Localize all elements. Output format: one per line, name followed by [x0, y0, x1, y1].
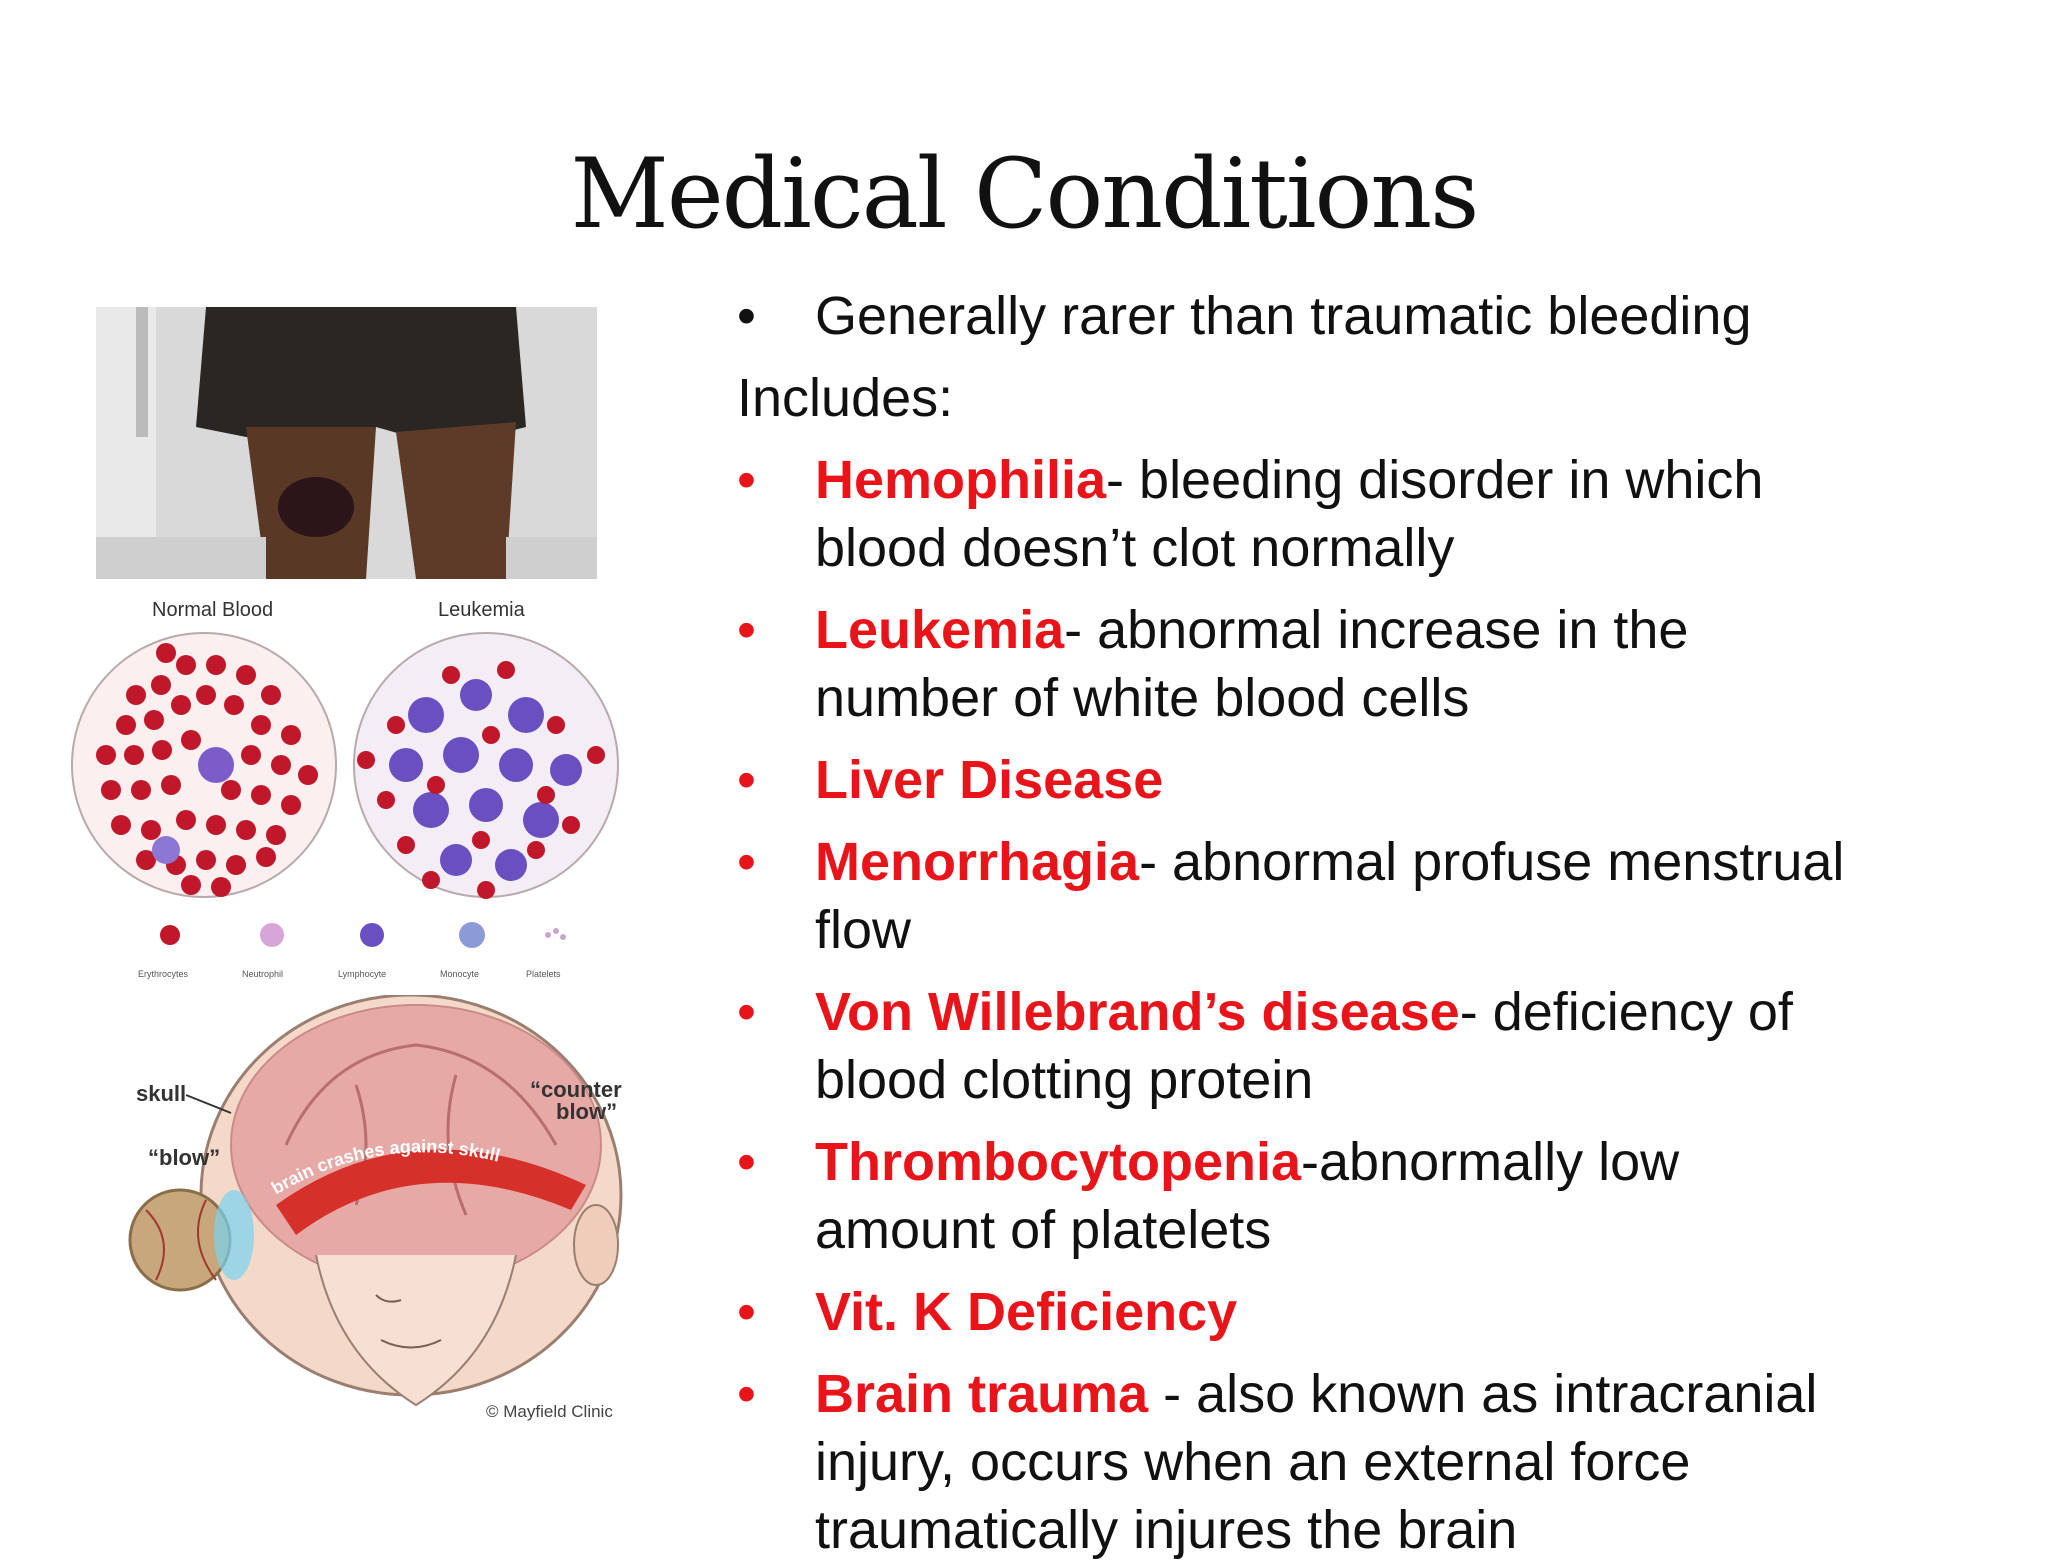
condition-term: Hemophilia: [815, 450, 1107, 510]
counter-blow-label-1: “counter: [530, 1077, 622, 1102]
blood-cells-diagram: [66, 595, 626, 985]
intro-bullet: [737, 282, 2017, 350]
blow-label: “blow”: [148, 1145, 221, 1170]
condition-hemophilia: [737, 446, 2017, 582]
condition-thrombocytopenia: [737, 1128, 2017, 1264]
bullet-glyph: •: [737, 450, 756, 510]
condition-term: Thrombocytopenia: [815, 1132, 1302, 1192]
condition-term: Vit. K Deficiency: [815, 1282, 1238, 1342]
bullet-glyph: •: [737, 750, 756, 810]
condition-desc: -abnormally low: [1301, 1132, 1680, 1192]
bullet-glyph: •: [737, 1132, 756, 1192]
intro-text: Generally rarer than traumatic bleeding: [815, 286, 1752, 346]
content-list: [737, 282, 2017, 1564]
legend-monocyte: Monocyte: [440, 969, 480, 979]
leukemia-label: Leukemia: [438, 599, 525, 621]
condition-desc-cont: flow: [815, 900, 912, 960]
legend-erythrocytes: Erythrocytes: [138, 969, 189, 979]
white-blood-cell: [198, 747, 234, 783]
white-blood-cell: [152, 836, 180, 864]
bullet-glyph: •: [737, 1282, 756, 1342]
condition-term: Liver Disease: [815, 750, 1164, 810]
image-credit: © Mayfield Clinic: [486, 1402, 613, 1421]
legend-neutrophil: Neutrophil: [242, 969, 284, 979]
condition-menorrhagia: [737, 828, 2017, 964]
condition-desc: - abnormal increase in the: [1064, 600, 1689, 660]
condition-von-willebrand: [737, 978, 2017, 1114]
brain-trauma-diagram: [126, 995, 646, 1425]
slide-title: Medical Conditions: [570, 138, 1478, 250]
legend-lymphocyte: Lymphocyte: [338, 969, 387, 979]
bullet-glyph: •: [737, 1364, 756, 1424]
condition-term: Brain trauma: [815, 1364, 1149, 1424]
blood-circles: [66, 595, 626, 965]
skull-label: skull: [136, 1081, 187, 1106]
bullet-glyph: •: [737, 600, 756, 660]
condition-desc-cont: blood clotting protein: [815, 1050, 1314, 1110]
counter-blow-label-2: blow”: [556, 1099, 618, 1124]
condition-leukemia: [737, 596, 2017, 732]
condition-desc: - abnormal profuse menstrual: [1139, 832, 1845, 892]
includes-label: Includes:: [737, 368, 954, 428]
normal-blood-label: Normal Blood: [152, 599, 274, 621]
condition-desc-cont: amount of platelets: [815, 1200, 1272, 1260]
bullet-glyph: •: [737, 286, 756, 346]
condition-desc: - deficiency of: [1459, 982, 1793, 1042]
condition-term: Menorrhagia: [815, 832, 1140, 892]
condition-liver-disease: [737, 746, 2017, 814]
condition-desc-cont: blood doesn’t clot normally: [815, 518, 1455, 578]
legend-platelets: Platelets: [526, 969, 561, 979]
condition-desc: - also known as intracranial: [1148, 1364, 1818, 1424]
condition-desc-cont: number of white blood cells: [815, 668, 1470, 728]
bullet-glyph: •: [737, 982, 756, 1042]
condition-desc: - bleeding disorder in which: [1106, 450, 1764, 510]
condition-desc-cont: traumatically injures the brain: [815, 1500, 1518, 1560]
condition-desc-cont: injury, occurs when an external force: [815, 1432, 1691, 1492]
condition-vit-k: [737, 1278, 2017, 1346]
condition-term: Von Willebrand’s disease: [815, 982, 1460, 1042]
bullet-glyph: •: [737, 832, 756, 892]
condition-brain-trauma: [737, 1360, 2017, 1564]
condition-term: Leukemia: [815, 600, 1065, 660]
arrow-text: brain crashes against skull: [267, 1136, 503, 1199]
bruise-photo: [96, 307, 597, 579]
